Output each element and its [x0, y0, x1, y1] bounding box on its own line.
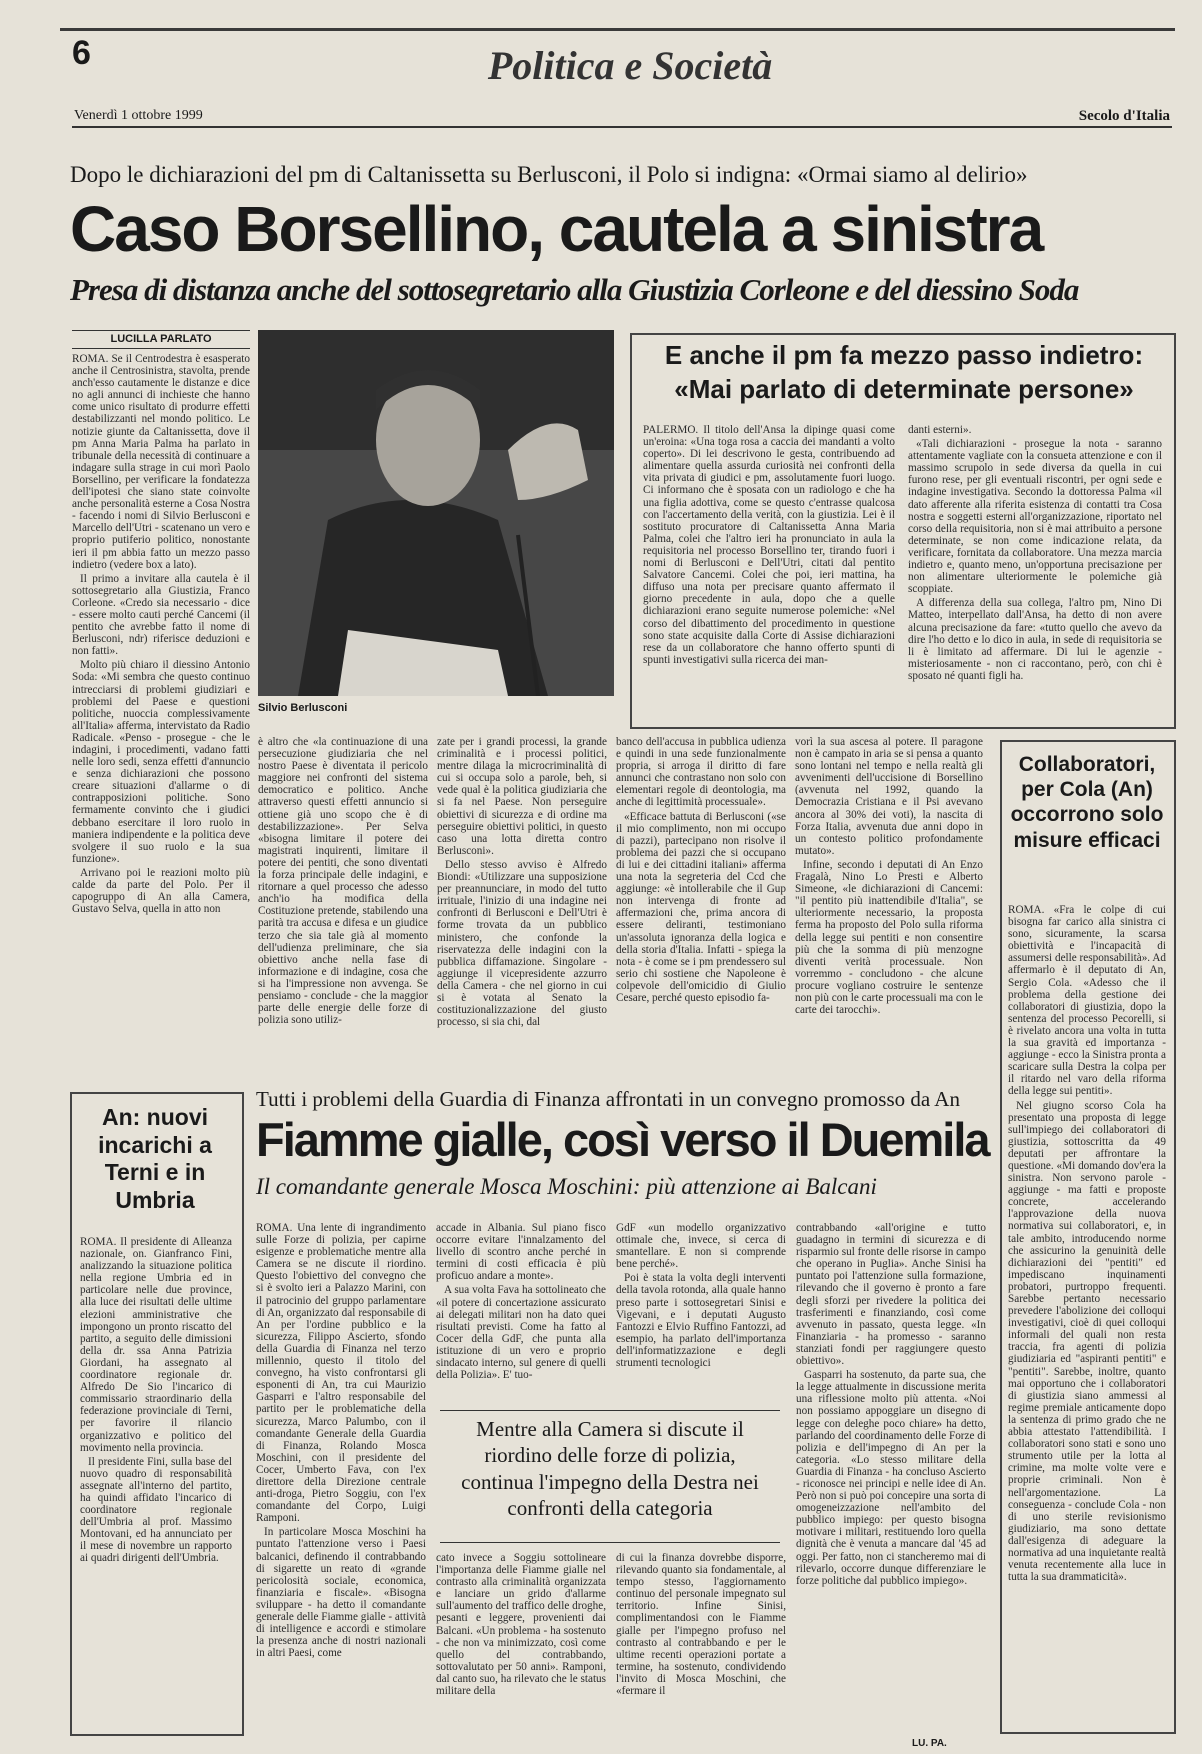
gdf-column-1: ROMA. Una lente di ingrandimento sulle Forze di polizia, per capirne esigenze e problematiche mentre alla Camera se ne discute il riordino. Questo l'obiettivo del convegno che si è svolto ieri a Palazzo Marini, con il patrocinio del gruppo parlamentare di An, organizzato dal responsabile di An per l'ordine pubblico e la sicurezza, Filippo Ascierto, sfondo della Guardia di Finanza nel terzo millennio, questo il titolo del convegno, ha visto confrontarsi gli esponenti di An, tra cui Maurizio Gasparri e l'altro responsabile del partito per le problematiche della sicurezza, Marco Palumbo, con il comandante Generale della Guardia di Finanza, Rolando Mosca Moschini, con il presidente del Cocer, Umberto Fava, con l'ex direttore della Direzione centrale anti-droga, Pietro Soggiu, con l'ex comandante del Corpo, Luigi Ramponi. In particolare Mosca Moschini ha puntato l'attenzione verso i Paesi balcanici, definendo il contrabbando di sigarette un reato di «grande pericolosità sociale, economica, finanziaria e fiscale». «Bisogna sviluppare - ha detto il comandante generale delle Fiamme gialle - attività di intelligence e accordi e stimolare la presenza anche di nostri nazionali in altri Paesi, come	[256, 1222, 426, 1660]
top-rule	[60, 28, 1175, 31]
newspaper-name: Secolo d'Italia	[1078, 108, 1170, 124]
main-column-2: è altro che «la continuazione di una persecuzione giudiziaria che nel nostro Paese è diventata il pericolo maggiore nei confronti del sistema democratico e politico. Anche attraverso questi effetti annuncio si ottiene già uno scopo che è di destabilizzazione». Per Selva «bisogna limitare il potere dei magistrati inquirenti, limitare il potere dei pentiti, che sono diventati la forza principale delle indagini, e ritornare a quel processo che adesso anch'io ha modifica della Costituzione pretende, stabilendo una parità tra accusa e difesa e un giudice terzo che sia tale già al momento dell'udienza preliminare, che sia obiettivo anche nella fase di informazione e di indagine, cosa che si ha l'impressione non avvenga. Se pensiamo - conclude - che la maggior parte delle energie delle forze di polizia sono utiliz-	[258, 736, 428, 1027]
main-column-4: banco dell'accusa in pubblica udienza e quindi in una sede funzionalmente propria, si arroga il diritto di fare annunci che contrastano non solo con elementari regole di deontologia, ma anche di legittimità processuale». «Efficace battuta di Berlusconi («se il mio complimento, non mi occupo di pazzi), partecipano non risolve il problema dei pazzi che si occupano di lui e dei cittadini italiani» afferma una nota la segreteria del Ccd che aggiunge: «è intollerabile che il Gup non intervenga di fronte ad affermazioni che, prima ancora di essere deliranti, testimoniano un'assoluta ignoranza della logica e della storia d'Italia. Infatti - spiega la nota - è come se i pm prendessero sul serio chi sostiene che Napoleone è colpevole dell'omicidio di Giulio Cesare, perché questo episodio fa-	[616, 736, 786, 1004]
berlusconi-photo	[258, 330, 614, 696]
cola-box-headline: Collaboratori, per Cola (An) occorrono solo misure efficaci	[1010, 753, 1164, 852]
gdf-column-2: accade in Albania. Sul piano fisco occorre evitare l'innalzamento del livello di scontro anche perché in termini di costi efficacia è più proficuo andare a monte». A sua volta Fava ha sottolineato che «il potere di concertazione assicurato ai delegati militari non ha dato quei risultati previsti. Come ha fatto al Cocer della GdF, che punta alla istituzione di un vero e proprio sindacato interno, sul genere di quelli della Polizia». E' tuo-	[436, 1222, 606, 1382]
pm-box-headline-2: «Mai parlato di determinate persone»	[674, 374, 1134, 404]
gdf-signoff: LU. PA.	[912, 1738, 947, 1749]
pm-box-headline-1: E anche il pm fa mezzo passo indietro:	[664, 340, 1144, 370]
photo-illustration	[258, 330, 614, 696]
pm-box-column-1: PALERMO. Il titolo dell'Ansa la dipinge quasi come un'eroina: «Una toga rosa a caccia dei mandanti a volto coperto». Di lei descrivono le gesta, contribuendo ad alimentare quella assurda curiosità nei confronti della vita privata di giudici e pm, assolutamente fuori luogo. Ci informano che è sposata con un radiologo e che ha una figlia adottiva, come se questo c'entrasse qualcosa con l'accertamento della verità, con la giustizia. Lei è il sostituto procuratore di Caltanissetta Anna Maria Palma, colei che l'altro ieri ha pronunciato in aula la requisitoria nel processo Borsellino ter, tirando fuori i nomi di Berlusconi e Dell'Utri, citati dal pentito Salvatore Cancemi. Colei che poi, ieri mattina, ha diffuso una nota per precisare quanto affermato il giorno precedente in aula, dopo che a quelle dichiarazioni erano seguite numerose polemiche: «Nel corso del dibattimento del procedimento in questione sono state acquisite dalla Corte di Assise dichiarazioni rese da un collaboratore che hanno offerto spunti di spunti investigativi sulla ricerca dei man-	[643, 424, 895, 666]
pullquote-rule-bottom	[440, 1542, 780, 1543]
gdf-pullquote: Mentre alla Camera si discute il riordino delle forze di polizia, continua l'impegno della Destra nei confronti della categoria	[461, 1417, 759, 1520]
gdf-column-5: cato invece a Soggiu sottolineare l'importanza delle Fiamme gialle nel contrasto alla criminalità organizzata e lanciare un grido d'allarme sull'aumento del traffico delle droghe, pesanti e leggere, provenienti dai Balcani. «Un problema - ha sostenuto - che non va minimizzato, così come quello del contrabbando, sottovalutato per 50 anni». Ramponi, dal canto suo, ha rilevato che le status militare della	[436, 1552, 606, 1698]
main-kicker: Dopo le dichiarazioni del pm di Caltanissetta su Berlusconi, il Polo si indigna: «Ormai siamo al delirio»	[70, 162, 1028, 187]
header-rule	[72, 126, 1172, 128]
pm-box-column-2: danti esterni». «Tali dichiarazioni - prosegue la nota - saranno attentamente vagliate con la consueta attenzione e con il massimo scrupolo in sede diversa da quella in cui furono rese, per gli eventuali riscontri, per ogni sede e indagine investigativa. Secondo la dottoressa Palma «il dato afferente alla riferita esistenza di contatti tra Cosa nostra e soggetti esterni all'organizzazione, riportato nel corso della requisitoria, non si è mai attribuito a persone determinate, se non come indicazione relata, da verificare, fornitata da collaboratore. Una mezza marcia indietro e, quanto meno, un'opportuna precisazione per non alimentare ulteriormente le polemiche già scoppiate. A differenza della sua collega, l'altro pm, Nino Di Matteo, interpellato dall'Ansa, ha detto di non avere alcuna precisazione da fare: «tutto quello che avevo da dire l'ho detto e lo dico in aula, in sede di requisitoria se li è limitato ad affermare. Di lui le agenzie - misteriosamente - non ci raccontano, però, con chi è sposato né quanti figli ha.	[908, 424, 1162, 682]
terni-box-headline: An: nuovi incarichi a Terni e in Umbria	[98, 1104, 212, 1213]
gdf-kicker: Tutti i problemi della Guardia di Finanza affrontati in un convegno promosso da An	[256, 1087, 960, 1111]
main-subhead: Presa di distanza anche del sottosegretario alla Giustizia Corleone e del diessino Soda	[70, 272, 1079, 307]
gdf-subhead: Il comandante generale Mosca Moschini: più attenzione ai Balcani	[256, 1174, 877, 1199]
issue-date: Venerdì 1 ottobre 1999	[74, 108, 203, 123]
photo-caption: Silvio Berlusconi	[258, 702, 348, 714]
main-column-3: zate per i grandi processi, la grande criminalità e i processi politici, mentre dilaga la microcriminalità di cui si occupa solo a parole, beh, si vede qual è la politica giudiziaria che si fa nel Paese. Non perseguire obiettivi di sicurezza e di ordine ma perseguire obiettivi politici, in questo caso una lotta diretta contro Berlusconi». Dello stesso avviso è Alfredo Biondi: «Utilizzare una supposizione per preannunciare, in modo del tutto irrituale, l'inizio di una indagine nei confronti di Berlusconi e Dell'Utri è forme trovata da un pubblico ministero, che confonde la riservatezza delle indagini con la pubblica diffamazione. Singolare - aggiunge il vicepresidente azzurro della Camera - che nel giorno in cui si è votata al Senato la costituzionalizzazione del giusto processo, si sia chi, dal	[437, 736, 607, 1029]
section-title: Politica e Società	[487, 43, 773, 88]
main-column-5: vorì la sua ascesa al potere. Il paragone non è campato in aria se si pensa a quanto sono lontani nel tempo e nella realtà gli avvenimenti dell'uccisione di Borsellino (avvenuta nel 1992, quando la Democrazia Cristiana e il Psi avevano ancora al 30% dei voti), la nascita di Forza Italia, avvenuta due anni dopo in un contesto politico profondamente mutato». Infine, secondo i deputati di An Enzo Fragalà, Nino Lo Presti e Alberto Simeone, «le dichiarazioni di Cancemi: "il pentito più inattendibile d'Italia", se ulteriormente necessario, la proposta ferma ha proposto del Polo sulla riforma della legge sui pentiti e non consentire più che la somma di più menzogne diventi verità processuale. Non vorremmo - concludono - che alcune procure vogliano costruire le sentenze non più con le carte processuali ma con le carte dei tarocchi».	[795, 736, 983, 1017]
gdf-column-4: contrabbando «all'origine e tutto guadagno in termini di sicurezza e di risparmio sul fronte delle risorse in campo che operano in Puglia». Anche Sinisi ha puntato poi l'attenzione sulla formazione, rilevando che il governo è pronto a fare degli sforzi per rivedere la politica dei trasferimenti e finanziando, così come avvenuto in passato, questa legge. «In Finanziaria - ha promesso - saranno stanziati fondi per raggiungere questo obiettivo». Gasparri ha sostenuto, da parte sua, che la legge attualmente in discussione merita una riflessione molto più attenta. «Noi non possiamo appoggiare un disegno di legge con deleghe poco chiare» ha detto, parlando del coordinamento delle Forze di polizia e dell'impegno di An per la categoria. «Lo stesso militare della Guardia di Finanza - ha concluso Ascierto - riconosce nei principi e nelle idee di An. Però non si può poi concepire una sorta di omogeneizzazione nell'ambito del pubblico impiego: per questo bisogna motivare i militari, restituendo loro quella dignità che è venuta a mancare dal '45 ad oggi. Per fatto, non ci stancheremo mai di rilevarlo, occorre dunque differenziare le forze politiche dal pubblico impiego».	[796, 1222, 986, 1587]
cola-box-body: ROMA. «Fra le colpe di cui bisogna far carico alla sinistra ci sono, sicuramente, la scarsa obiettività e l'incapacità di assumersi delle responsabilità». Ad affermarlo è il deputato di An, Sergio Cola. «Adesso che il problema della gestione dei collaboratori di giustizia, dopo la sentenza del processo Pecorelli, si è rivelato ancora una volta in tutta la sua gravità ed importanza - aggiunge - ecco la Sinistra pronta a scaricare sulla Destra la colpa per il ritardo nel varo della riforma della legge sui pentiti». Nel giugno scorso Cola ha presentato una proposta di legge sull'impiego dei collaboratori di giustizia, sottoscritta da 49 deputati per affrontare la questione. «Mi domando dov'era la sinistra. Non servono parole - aggiunge - ma fatti e proposte concrete, accelerando l'approvazione della nuova normativa sui collaboratori, e, in tale ambito, introducendo norme che assicurino la genuinità delle dichiarazioni dei "pentiti" ed impediscano inquinamenti probatori, purtroppo frequenti. Sarebbe pertanto necessario prevedere l'abolizione dei colloqui investigativi, cioè di quei colloqui informali del quali non resta traccia, fra agenti di polizia giudiziaria ed "aspiranti pentiti" e "pentiti". Sarebbe, inoltre, quanto mai opportuno che i collaboratori di giustizia siano ammessi al regime premiale anticamente dopo la sentenza di primo grado che ne abbia attestato l'attendibilità. I collaboratori sono stati e sono uno strumento utile per la lotta al crimine, ma molte volte vere e proprie criminali. Non è nell'argomentazione. La conseguenza - conclude Cola - non di uno sterile revisionismo giudiziario, ma sono dettate dall'esigenza di adeguare la normativa ad una inquietante realtà venuta recentemente alla luce in tutta la sua drammaticità».	[1008, 904, 1166, 1584]
gdf-headline: Fiamme gialle, così verso il Duemila	[256, 1113, 989, 1166]
pullquote-rule-top	[440, 1410, 780, 1411]
main-headline: Caso Borsellino, cautela a sinistra	[70, 193, 1043, 265]
page-number: 6	[72, 34, 91, 72]
byline-rule-bottom	[72, 348, 250, 349]
byline-rule	[72, 330, 250, 331]
terni-box-body: ROMA. Il presidente di Alleanza nazionale, on. Gianfranco Fini, analizzando la situazione politica nella regione Umbria ed in particolare nelle due province, alla luce dei risultati delle ultime elezioni amministrative che impongono un pronto riscatto del partito, a seguito delle dimissioni della dr. ssa Anna Patrizia Giordani, ha assegnato al coordinatore regionale dr. Alfredo De Sio l'incarico di commissario straordinario della federazione provinciale di Terni, per favorire il rilancio organizzativo e politico del movimento nella provincia. Il presidente Fini, sulla base del nuovo quadro di responsabilità assegnate all'interno del partito, ha quindi affidato l'incarico di coordinatore regionale dell'Umbria al prof. Massimo Montovani, ed ha annunciato per il mese di novembre un rapporto ai quadri dirigenti dell'Umbria.	[80, 1236, 232, 1565]
main-column-1: ROMA. Se il Centrodestra è esasperato anche il Centrosinistra, stavolta, prende anch'esso cautamente le distanze e dice no agli annunci di inchieste che hanno come unico risultato di produrre effetti destabilizzanti nel mondo politico. Le notizie giunte da Caltanissetta, dove il pm Anna Maria Palma ha parlato in tribunale della necessità di continuare a indagare sulla strage in cui morì Paolo Borsellino, per verificare la fondatezza dell'ipotesi che siano state coinvolte anche personalità esterne a Cosa Nostra - facendo i nomi di Silvio Berlusconi e Marcello dell'Utri - scatenano un vero e proprio putiferio politico, nonostante ieri il pm abbia fatto un mezzo passo indietro (vedere box a lato). Il primo a invitare alla cautela è il sottosegretario alla Giustizia, Franco Corleone. «Credo sia necessario - dice - essere molto cauti perché Cancemi (il pentito che avrebbe fatto il nome di Berlusconi, ndr) riferisce deduzioni e non fatti». Molto più chiaro il diessino Antonio Soda: «Mi sembra che questo continuo intrecciarsi di problemi giudiziari e problemi del Paese e questioni politiche, nuoccia complessivamente all'Italia» afferma, intervistato da Radio Radicale. «Penso - prosegue - che le indagini, i procedimenti, vadano fatti nelle loro sedi, senza effetti d'annuncio e senza dichiarazioni che possono creare situazioni d'allarme o di contrapposizioni politiche. Sono fermamente convinto che i giudici debbano esercitare il loro ruolo in maniera indipendente e la politica deve svolgere il suo ruolo e la sua funzione». Arrivano poi le reazioni molto più calde da parte del Polo. Per il capogruppo di An alla Camera, Gustavo Selva, quella in atto non	[72, 353, 250, 916]
main-byline: LUCILLA PARLATO	[110, 333, 212, 345]
gdf-column-6: di cui la finanza dovrebbe disporre, rilevando quanto sia fondamentale, al tempo stesso, l'aggiornamento continuo del personale impegnato sul territorio. Infine Sinisi, complimentandosi con le Fiamme gialle per l'impegno profuso nel contrasto al contrabbando e per le ultime recenti operazioni portate a termine, ha sostenuto, condividendo l'invito di Mosca Moschini, che «fermare il	[616, 1552, 786, 1698]
gdf-column-3: GdF «un modello organizzativo ottimale che, invece, si cerca di smantellare. E non si comprende bene perché». Poi è stata la volta degli interventi della tavola rotonda, alla quale hanno preso parte i sottosegretari Sinisi e Vigevani, e i deputati Augusto Fantozzi e Elvio Ruffino Fantozzi, ad esempio, ha parlato dell'importanza dell'informatizzazione e degli strumenti tecnologici	[616, 1222, 786, 1370]
